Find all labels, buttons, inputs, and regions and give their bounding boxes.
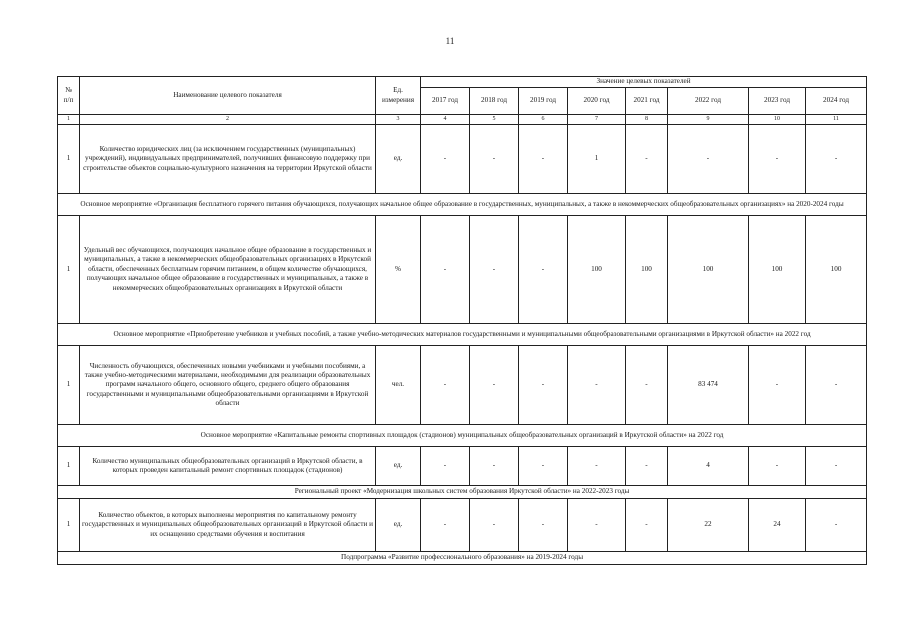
section-heading: Региональный проект «Модернизация школьных систем образования Иркутской области» на 2022-2023 годы xyxy=(58,486,867,499)
value-cell: - xyxy=(470,447,519,486)
row-num: 1 xyxy=(58,346,80,425)
header-unit: Ед. измерения xyxy=(376,77,421,115)
value-cell: - xyxy=(568,499,626,552)
value-cell: 100 xyxy=(668,216,749,324)
row-num: 1 xyxy=(58,447,80,486)
value-cell: - xyxy=(568,447,626,486)
column-number: 11 xyxy=(806,115,867,125)
header-year: 2024 год xyxy=(806,88,867,115)
value-cell: - xyxy=(421,216,470,324)
table-row xyxy=(58,216,867,324)
header-year: 2018 год xyxy=(470,88,519,115)
value-cell: - xyxy=(626,447,668,486)
unit-cell: чел. xyxy=(376,346,421,425)
table-row xyxy=(58,346,867,425)
section-heading: Основное мероприятие «Капитальные ремонты спортивных площадок (стадионов) муниципальных общеобразовательных организаций в Иркутской области» на 2022 год xyxy=(58,425,867,447)
indicator-name: Количество объектов, в которых выполнены мероприятия по капитальному ремонту государственных и муниципальных общеобразовательных организаций в Иркутской области и их оснащению средствами обучения и воспитания xyxy=(80,499,376,552)
value-cell: - xyxy=(626,346,668,425)
value-cell: 100 xyxy=(749,216,806,324)
value-cell: 100 xyxy=(626,216,668,324)
value-cell: - xyxy=(421,499,470,552)
row-num: 1 xyxy=(58,499,80,552)
value-cell: 1 xyxy=(568,125,626,194)
value-cell: - xyxy=(470,216,519,324)
column-number: 9 xyxy=(668,115,749,125)
header-name: Наименование целевого показателя xyxy=(80,77,376,115)
value-cell: - xyxy=(470,125,519,194)
table-row xyxy=(58,125,867,194)
header-year: 2022 год xyxy=(668,88,749,115)
column-number: 2 xyxy=(80,115,376,125)
header-year: 2019 год xyxy=(519,88,568,115)
value-cell: - xyxy=(519,216,568,324)
header-year: 2023 год xyxy=(749,88,806,115)
value-cell: - xyxy=(806,499,867,552)
value-cell: - xyxy=(421,447,470,486)
column-number: 8 xyxy=(626,115,668,125)
column-number: 7 xyxy=(568,115,626,125)
value-cell: - xyxy=(749,346,806,425)
column-number: 10 xyxy=(749,115,806,125)
value-cell: 100 xyxy=(568,216,626,324)
value-cell: - xyxy=(421,346,470,425)
value-cell: - xyxy=(519,125,568,194)
value-cell: 100 xyxy=(806,216,867,324)
row-num: 1 xyxy=(58,216,80,324)
value-cell: - xyxy=(668,125,749,194)
target-indicators-table xyxy=(57,76,867,565)
section-heading: Основное мероприятие «Организация бесплатного горячего питания обучающихся, получающих начальное общее образование в государственных, муниципальных, а также в некоммерческих общеобразовательных организациях» на 2020-2024 годы xyxy=(58,194,867,216)
table-row xyxy=(58,447,867,486)
value-cell: - xyxy=(568,346,626,425)
value-cell: - xyxy=(749,447,806,486)
header-year: 2021 год xyxy=(626,88,668,115)
header-num: № п/п xyxy=(58,77,80,115)
value-cell: 4 xyxy=(668,447,749,486)
value-cell: - xyxy=(806,447,867,486)
header-values-group: Значение целевых показателей xyxy=(421,77,867,88)
value-cell: - xyxy=(806,125,867,194)
indicator-name: Количество юридических лиц (за исключением государственных (муниципальных) учреждений), индивидуальных предпринимателей, получивших финансовую поддержку при строительстве объектов социально-культурного назначения на территории Иркутской области xyxy=(80,125,376,194)
unit-cell: ед. xyxy=(376,125,421,194)
unit-cell: % xyxy=(376,216,421,324)
value-cell: - xyxy=(519,447,568,486)
column-number: 5 xyxy=(470,115,519,125)
row-num: 1 xyxy=(58,125,80,194)
value-cell: - xyxy=(626,125,668,194)
value-cell: 83 474 xyxy=(668,346,749,425)
table-row xyxy=(58,499,867,552)
unit-cell: ед. xyxy=(376,447,421,486)
section-heading: Подпрограмма «Развитие профессионального образования» на 2019-2024 годы xyxy=(58,552,867,565)
column-number: 3 xyxy=(376,115,421,125)
column-number: 1 xyxy=(58,115,80,125)
value-cell: - xyxy=(806,346,867,425)
column-number: 4 xyxy=(421,115,470,125)
value-cell: - xyxy=(470,499,519,552)
indicator-name: Количество муниципальных общеобразовательных организаций в Иркутской области, в которых проведен капитальный ремонт спортивных площадок (стадионов) xyxy=(80,447,376,486)
value-cell: - xyxy=(421,125,470,194)
indicator-name: Удельный вес обучающихся, получающих начальное общее образование в государственных и муниципальных, а также в некоммерческих общеобразовательных организациях в Иркутской области, обеспеченных бесплатным горячим питанием, в общем количестве обучающихся, получающих начальное общее образование в государственных и муниципальных, а также в некоммерческих общеобразовательных организациях в Иркутской области xyxy=(80,216,376,324)
value-cell: 24 xyxy=(749,499,806,552)
value-cell: - xyxy=(519,499,568,552)
value-cell: 22 xyxy=(668,499,749,552)
column-number: 6 xyxy=(519,115,568,125)
value-cell: - xyxy=(519,346,568,425)
value-cell: - xyxy=(470,346,519,425)
value-cell: - xyxy=(749,125,806,194)
page-number: 11 xyxy=(445,36,455,46)
section-heading: Основное мероприятие «Приобретение учебников и учебных пособий, а также учебно-методических материалов государственными и муниципальными общеобразовательными организациями в Иркутской области» на 2022 год xyxy=(58,324,867,346)
indicator-name: Численность обучающихся, обеспеченных новыми учебниками и учебными пособиями, а также учебно-методическими материалами, необходимыми для реализации образовательных программ начального общего, основного общего, среднего общего образования государственными и муниципальными общеобразовательными организациями в Иркутской области xyxy=(80,346,376,425)
unit-cell: ед. xyxy=(376,499,421,552)
header-year: 2020 год xyxy=(568,88,626,115)
value-cell: - xyxy=(626,499,668,552)
header-year: 2017 год xyxy=(421,88,470,115)
